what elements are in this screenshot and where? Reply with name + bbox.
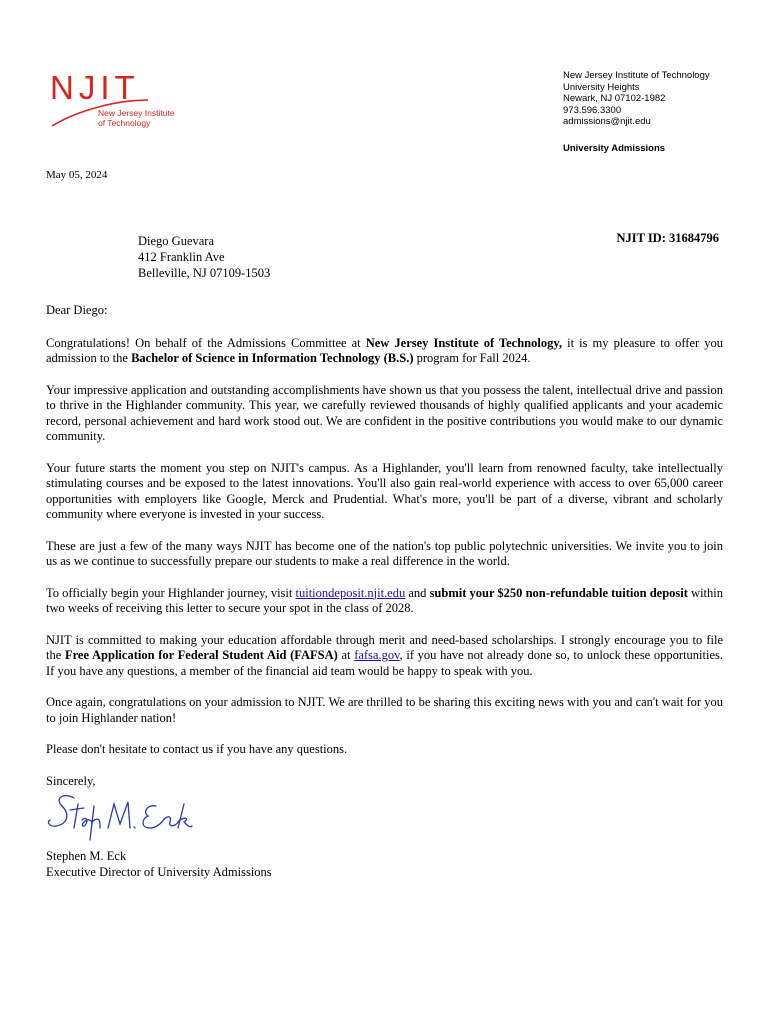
letter-date: May 05, 2024 [46, 169, 108, 181]
logo-line-1: New Jersey Institute [98, 108, 175, 118]
recipient-city: Belleville, NJ 07109-1503 [138, 266, 271, 280]
p1-text-a: Congratulations! On behalf of the Admissions Committee at [46, 335, 366, 350]
fafsa-link[interactable]: fafsa.gov [354, 648, 400, 662]
njit-logo [48, 70, 188, 132]
paragraph-future: Your future starts the moment you step on NJIT's campus. As a Highlander, you'll learn from renowned faculty, take intellectually stimulating courses and be exposed to the latest innovations. You'll also gain real-world experience with access to over 65,000 career opportunities with employers like Google, Merck and Prudential. What's more, you'll be part of a diverse, vibrant and scholarly community where everyone is invested in your success. [46, 460, 723, 521]
p1-text-c: it is my pleasure to offer you admission to the [46, 335, 723, 365]
sender-address [563, 70, 710, 128]
recipient-address [138, 233, 270, 281]
paragraph-closing: Once again, congratulations on your admission to NJIT. We are thrilled to be sharing this exciting news with you and can't wait for you to join Highlander nation! [46, 695, 723, 725]
signer-name: Stephen M. Eck [46, 849, 127, 863]
address-phone: 973.596.3300 [563, 104, 622, 116]
recipient-name: Diego Guevara [138, 234, 215, 248]
department-name: University Admissions [563, 143, 666, 154]
paragraph-congratulations [46, 336, 723, 367]
njit-id: NJIT ID: 31684796 [616, 231, 719, 245]
recipient-street: 412 Franklin Ave [138, 250, 225, 264]
p1-text-e: program for Fall 2024. [413, 351, 531, 365]
p6-fafsa: Free Application for Federal Student Aid (FAFSA) [64, 648, 338, 662]
p5-text-a: To officially begin your Highlander journey, visit [46, 585, 296, 600]
paragraph-invitation: These are just a few of the many ways NJIT has become one of the nation's top public polytechnic universities. We invite you to join us as we continue to successfully prepare our students to make a real difference in the world. [46, 538, 723, 568]
address-email: admissions@njit.edu [563, 116, 651, 127]
paragraph-deposit [46, 586, 723, 617]
p5-deposit-instruction: submit your $250 non-refundable tuition deposit [429, 585, 688, 600]
tuition-deposit-link[interactable]: tuitiondeposit.njit.edu [295, 585, 406, 600]
p1-institution: New Jersey Institute of Technology, [365, 335, 563, 350]
address-line-3: Newark, NJ 07102-1982 [563, 93, 666, 104]
signer-title: Executive Director of University Admissions [46, 865, 272, 879]
p5-text-d: within two weeks of receiving this letter to secure your spot in the class of 2028. [46, 585, 723, 615]
paragraph-contact: Please don't hesitate to contact us if you have any questions. [46, 742, 348, 756]
address-line-1: New Jersey Institute of Technology [563, 70, 710, 81]
p6-text-c: at [337, 648, 355, 662]
p1-program: Bachelor of Science in Information Technology (B.S.) [131, 351, 414, 365]
p6-text-d: , if you have not already done so, to unlock these opportunities. If you have any questions, a member of the financial aid team would be happy to speak with you. [46, 648, 724, 678]
signature-image [44, 784, 194, 844]
logo-line-2: of Technology [98, 118, 151, 128]
p6-text-a: NJIT is committed to making your education affordable through merit and need-based scholarships. I strongly encourage you to file the [46, 632, 723, 662]
p5-text-b: and [405, 585, 430, 600]
paragraph-financial-aid [46, 633, 723, 680]
signer-block [46, 848, 272, 880]
logo-wordmark: NJIT [50, 69, 140, 106]
salutation: Dear Diego: [46, 303, 108, 317]
letter-body [46, 303, 723, 805]
closing: Sincerely, [46, 773, 96, 788]
address-line-2: University Heights [563, 81, 640, 93]
paragraph-accomplishments: Your impressive application and outstanding accomplishments have shown us that you possess the talent, intellectual drive and passion to thrive in the Highlander community. This year, we carefully reviewed thousands of highly qualified applicants and your academic record, personal achievement and hard work stood out. We are confident in the positive contributions you would make to our dynamic community. [46, 382, 723, 443]
